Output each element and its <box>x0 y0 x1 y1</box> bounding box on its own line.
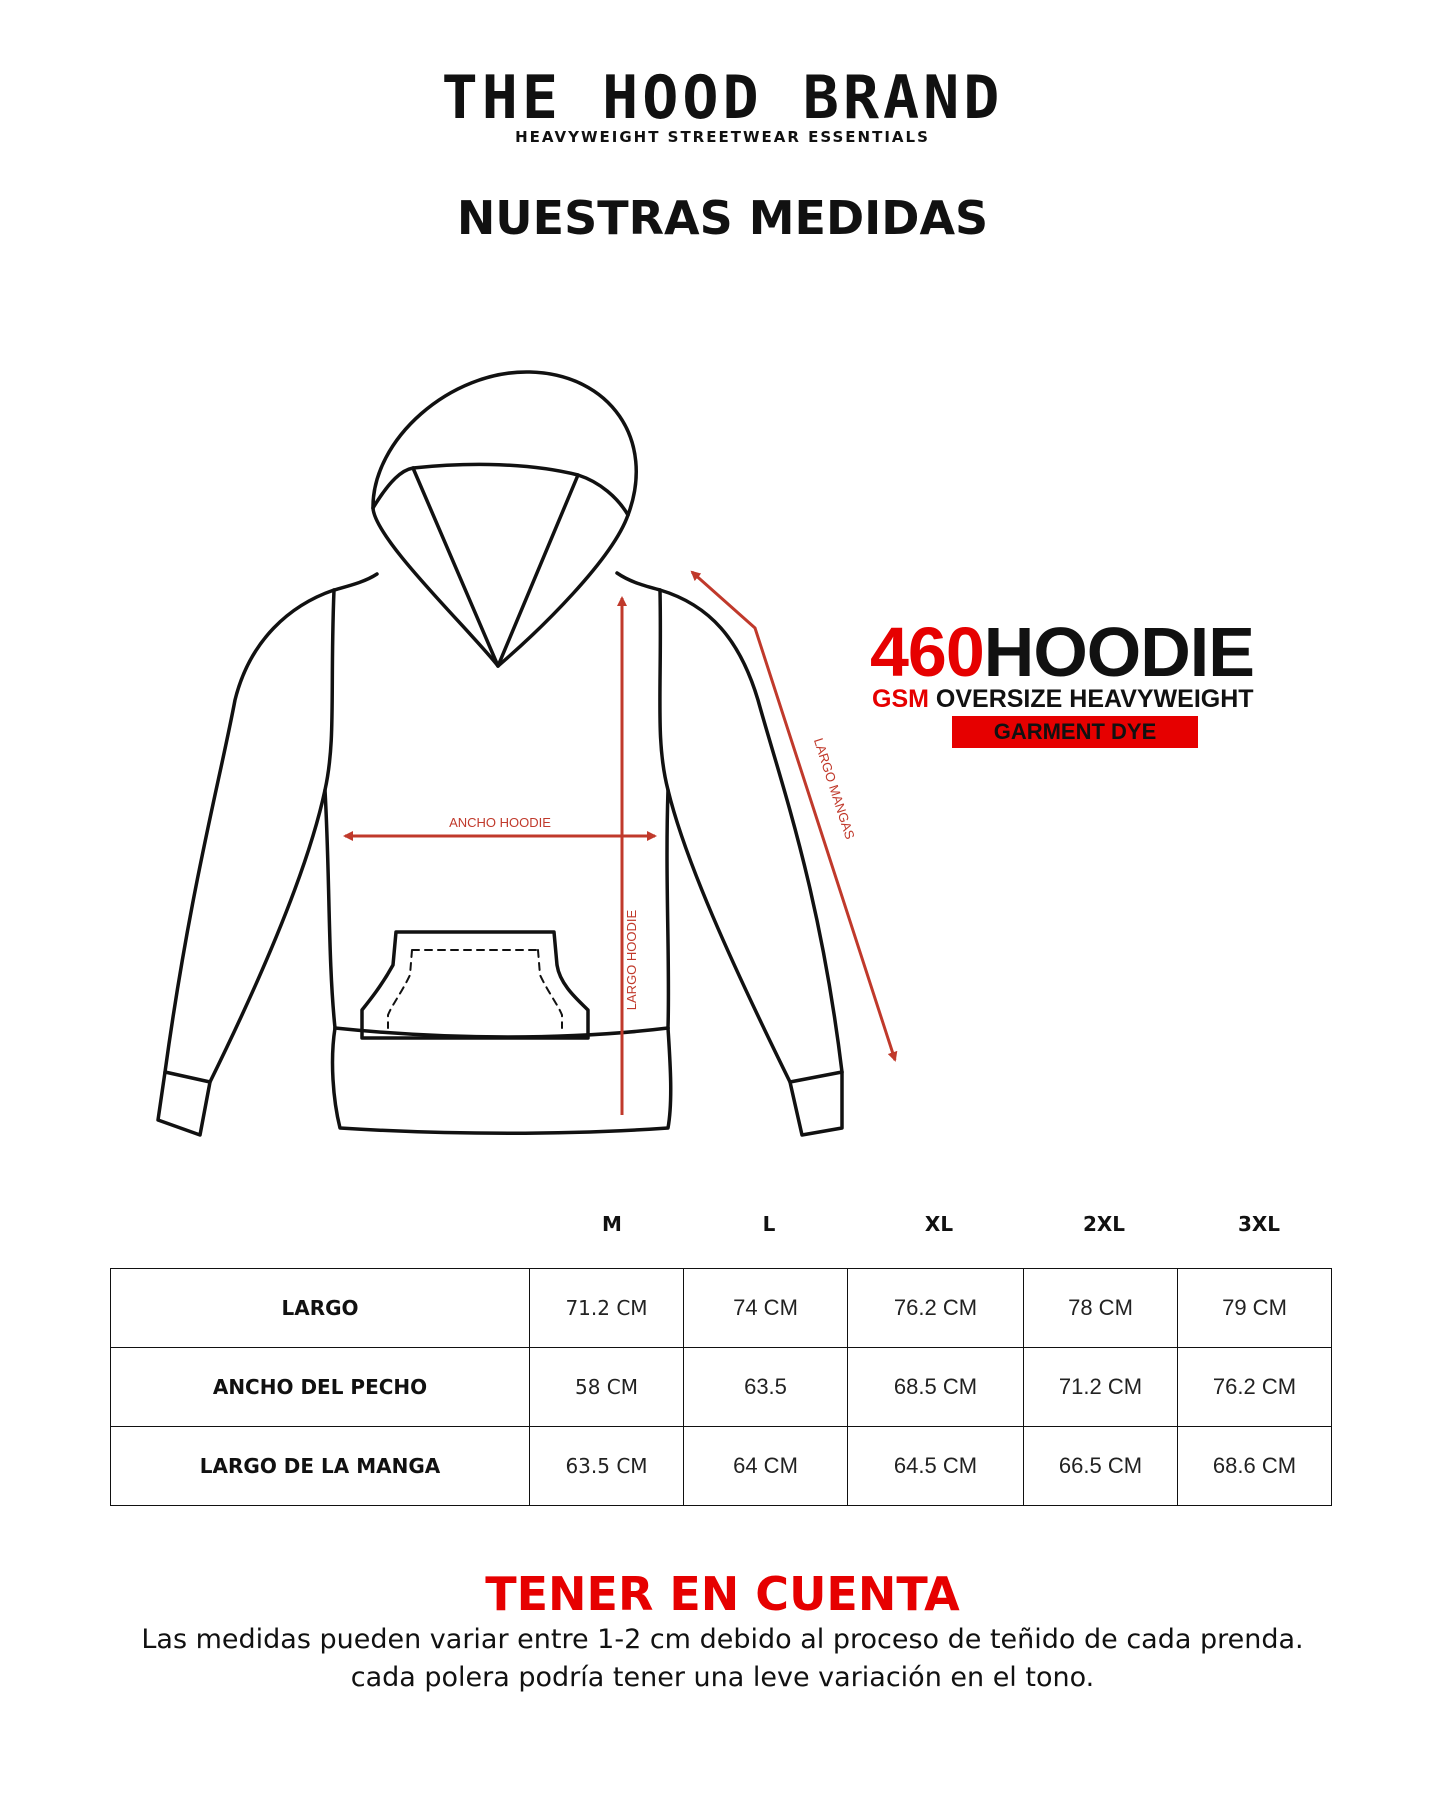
width-label: ANCHO HOODIE <box>449 815 551 830</box>
left-sleeve-inner <box>210 790 325 1082</box>
table-cell: 78 CM <box>1024 1269 1178 1348</box>
badge-gsm-number: 460 <box>870 613 984 691</box>
badge-description: OVERSIZE HEAVYWEIGHT <box>935 685 1254 713</box>
right-shoulder <box>617 573 660 590</box>
table-cell: 76.2 CM <box>1178 1348 1332 1427</box>
table-cell: 79 CM <box>1178 1269 1332 1348</box>
hem-line <box>335 1028 668 1037</box>
right-sleeve-inner <box>668 790 790 1082</box>
table-row <box>111 1427 1332 1506</box>
brand-logo-text: THE HOOD BRAND <box>441 63 1004 133</box>
brand-tagline: HEAVYWEIGHT STREETWEAR ESSENTIALS <box>515 128 930 146</box>
length-label: LARGO HOODIE <box>624 909 639 1011</box>
badge-garment-dye-tag: GARMENT DYE <box>952 716 1198 748</box>
size-header-3xl: 3XL <box>1237 1212 1281 1236</box>
hoodie-diagram <box>150 360 910 1140</box>
table-cell: 71.2 CM <box>1024 1348 1178 1427</box>
hood-inner-left <box>413 468 498 666</box>
table-row <box>111 1269 1332 1348</box>
hood-outline <box>373 372 636 666</box>
table-cell: 68.5 CM <box>848 1348 1024 1427</box>
waistband <box>333 1028 671 1133</box>
pocket-stitching <box>388 950 562 1028</box>
note-text-line: Las medidas pueden variar entre 1-2 cm debido al proceso de teñido de cada prenda. <box>141 1624 1304 1655</box>
sleeve-label: LARGO MANGAS <box>810 736 858 842</box>
product-badge-subtitle <box>872 684 1254 714</box>
size-header-2xl: 2XL <box>1082 1212 1126 1236</box>
page-title: NUESTRAS MEDIDAS <box>456 191 989 245</box>
size-header-xl: XL <box>924 1212 954 1236</box>
left-shoulder <box>334 574 377 590</box>
row-label: LARGO <box>111 1269 530 1348</box>
table-cell: 58 CM <box>530 1348 684 1427</box>
table-cell: 74 CM <box>684 1269 848 1348</box>
kangaroo-pocket <box>362 932 588 1038</box>
table-row <box>111 1348 1332 1427</box>
table-cell: 63.5 <box>684 1348 848 1427</box>
body-right-side <box>660 590 669 1028</box>
left-cuff <box>158 1072 210 1135</box>
size-chart-table <box>110 1268 1332 1506</box>
table-cell: 64 CM <box>684 1427 848 1506</box>
size-header-l: L <box>762 1212 776 1236</box>
note-title: TENER EN CUENTA <box>485 1567 960 1621</box>
sleeve-arrow <box>692 572 895 1060</box>
table-cell: 76.2 CM <box>848 1269 1024 1348</box>
row-label: LARGO DE LA MANGA <box>111 1427 530 1506</box>
table-cell: 68.6 CM <box>1178 1427 1332 1506</box>
row-label: ANCHO DEL PECHO <box>111 1348 530 1427</box>
hood-inner-right <box>498 475 578 666</box>
table-cell: 66.5 CM <box>1024 1427 1178 1506</box>
right-cuff <box>790 1072 842 1135</box>
table-cell: 71.2 CM <box>530 1269 684 1348</box>
note-text-line: cada polera podría tener una leve variación en el tono. <box>350 1662 1095 1693</box>
product-badge-title <box>870 614 1254 690</box>
table-cell: 64.5 CM <box>848 1427 1024 1506</box>
hood-opening <box>373 464 628 515</box>
size-header-m: M <box>602 1212 622 1236</box>
body-left-side <box>325 590 335 1028</box>
badge-product-name: HOODIE <box>983 613 1254 691</box>
badge-unit: GSM <box>872 685 929 713</box>
table-cell: 63.5 CM <box>530 1427 684 1506</box>
